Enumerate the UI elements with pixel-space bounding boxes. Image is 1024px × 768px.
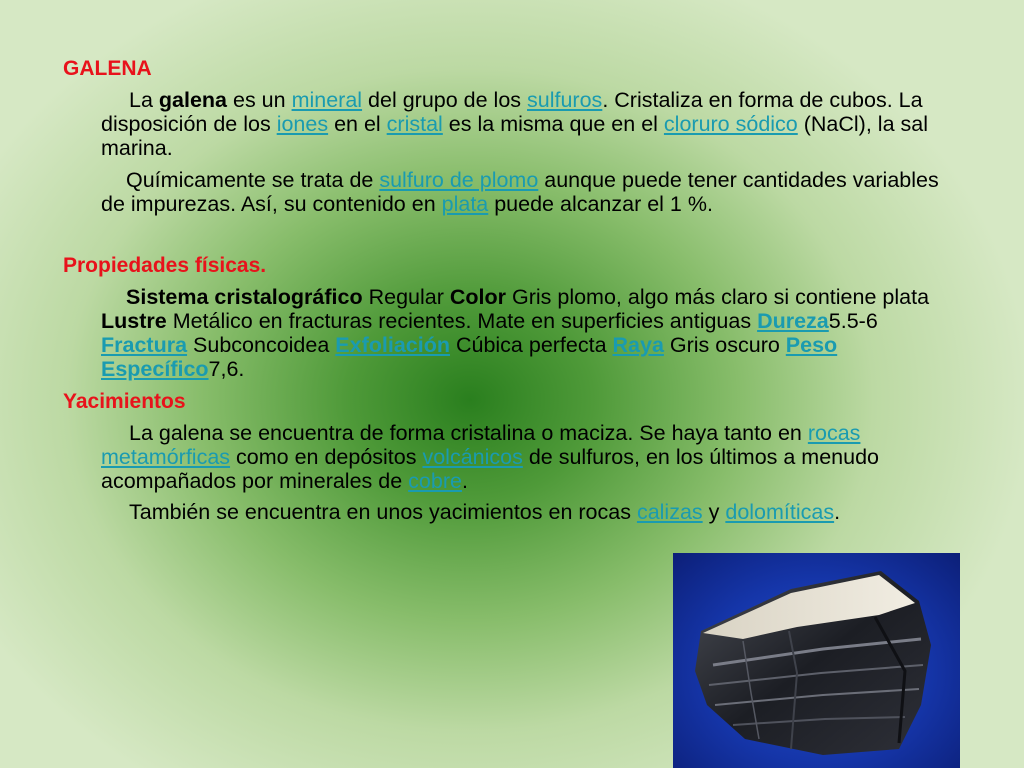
text: 5.5-6 (828, 309, 878, 333)
link-fractura[interactable]: Fractura (101, 333, 188, 357)
link-iones[interactable]: iones (276, 112, 329, 136)
link-sulfuros[interactable]: sulfuros (527, 88, 603, 112)
galena-specimen-photo (673, 553, 960, 768)
text: (NaCl), la sal marina. (101, 112, 928, 160)
text: y (702, 500, 726, 524)
properties-paragraph (63, 285, 968, 381)
term-color: Color (449, 285, 506, 309)
text: 7,6. (208, 357, 245, 381)
text: También se encuentra en unos yacimientos en rocas (129, 500, 637, 524)
link-plata[interactable]: plata (441, 192, 489, 216)
deposits-paragraph (63, 421, 968, 493)
link-calizas[interactable]: calizas (636, 500, 703, 524)
text: Cúbica perfecta (449, 333, 613, 357)
text: Metálico en fracturas recientes. Mate en superficies antiguas (166, 309, 758, 333)
deposits-paragraph-2 (63, 500, 968, 524)
term-lustre: Lustre (101, 309, 167, 333)
link-volcanicos[interactable]: volcánicos (422, 445, 523, 469)
text: aunque puede tener cantidades variables de impurezas. Así, su contenido en (101, 168, 939, 216)
text: La galena se encuentra de forma cristalina o maciza. Se haya tanto en (129, 421, 808, 445)
text: de sulfuros, en los últimos a menudo acompañados por minerales de (101, 445, 879, 493)
term-sistema: Sistema cristalográfico (126, 285, 363, 309)
text: Químicamente se trata de (126, 168, 380, 192)
text: en el (328, 112, 387, 136)
link-rocas-metamorficas[interactable]: rocas metamórficas (101, 421, 861, 469)
text: Regular (362, 285, 450, 309)
link-raya[interactable]: Raya (612, 333, 664, 357)
text: La (129, 88, 159, 112)
link-dolomiticas[interactable]: dolomíticas (725, 500, 835, 524)
heading-yacimientos: Yacimientos (63, 390, 186, 413)
galena-rock-image (673, 553, 960, 768)
heading-propiedades: Propiedades físicas. (63, 254, 267, 277)
text: . (834, 500, 841, 524)
text: Gris plomo, algo más claro si contiene plata (506, 285, 930, 309)
text: es la misma que en el (442, 112, 664, 136)
text: Subconcoidea (187, 333, 336, 357)
text: . Cristaliza en forma de cubos. La disposición de los (101, 88, 923, 136)
text: Gris oscuro (663, 333, 786, 357)
link-cloruro-sodico[interactable]: cloruro sódico (663, 112, 798, 136)
link-mineral[interactable]: mineral (291, 88, 363, 112)
link-dureza[interactable]: Dureza (757, 309, 829, 333)
link-cobre[interactable]: cobre (408, 469, 462, 493)
link-cristal[interactable]: cristal (386, 112, 443, 136)
link-exfoliacion[interactable]: Exfoliación (335, 333, 450, 357)
link-peso-especifico[interactable]: Peso Específico (101, 333, 838, 381)
link-sulfuro-de-plomo[interactable]: sulfuro de plomo (379, 168, 539, 192)
heading-galena: GALENA (63, 57, 152, 80)
text: es un (227, 88, 292, 112)
text: puede alcanzar el 1 %. (488, 192, 713, 216)
text: como en depósitos (230, 445, 423, 469)
text: del grupo de los (362, 88, 528, 112)
intro-paragraph (63, 88, 968, 160)
chemistry-paragraph (63, 168, 968, 216)
term-galena: galena (158, 88, 228, 112)
text: . (461, 469, 468, 493)
